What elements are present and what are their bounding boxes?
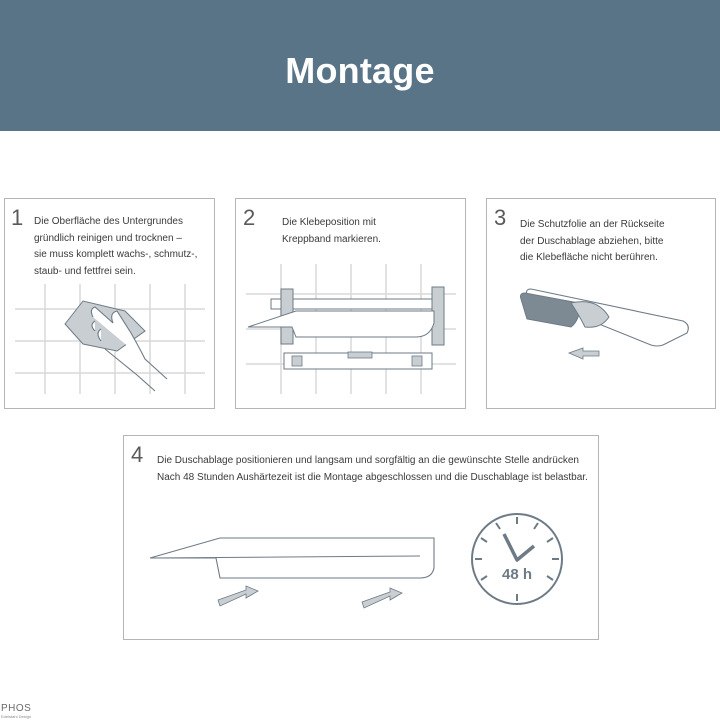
step-4-panel (123, 435, 599, 640)
peel-film-illustration (487, 199, 717, 410)
clock-icon (124, 436, 600, 641)
page-title: Montage (285, 50, 435, 91)
step-1-panel (4, 198, 215, 409)
step-2-number: 2 (243, 205, 256, 230)
header-banner (0, 0, 720, 131)
brand-logo: PHOS (1, 703, 32, 714)
step-1-text: Die Oberfläche des Untergrundes gründlich reinigen und trocknen – sie muss komplett wachs-, schmutz-, staub- und fettfrei sein. (34, 216, 198, 277)
step-3-text: Die Schutzfolie an der Rückseite der Duschablage abziehen, bitte die Klebefläche nicht berühren. (520, 219, 665, 263)
step-1-number: 1 (11, 205, 24, 230)
brand-tagline: Edelstahl Design (1, 714, 32, 719)
step-4-number: 4 (131, 442, 144, 467)
step-2-panel (235, 198, 466, 409)
step-2-text: Die Klebeposition mit Kreppband markieren. (282, 217, 381, 245)
clock-label: 48 h (501, 566, 532, 583)
step-3-panel (486, 198, 716, 409)
cleaning-hand-illustration (5, 199, 216, 410)
step-4-text: Die Duschablage positionieren und langsam und sorgfältig an die gewünschte Stelle andrücken Nach 48 Stunden Aushärtezeit ist die Montage abgeschlossen und die Duschablage ist belastbar. (157, 455, 588, 483)
step-3-number: 3 (494, 205, 507, 230)
tape-level-illustration (236, 199, 467, 410)
